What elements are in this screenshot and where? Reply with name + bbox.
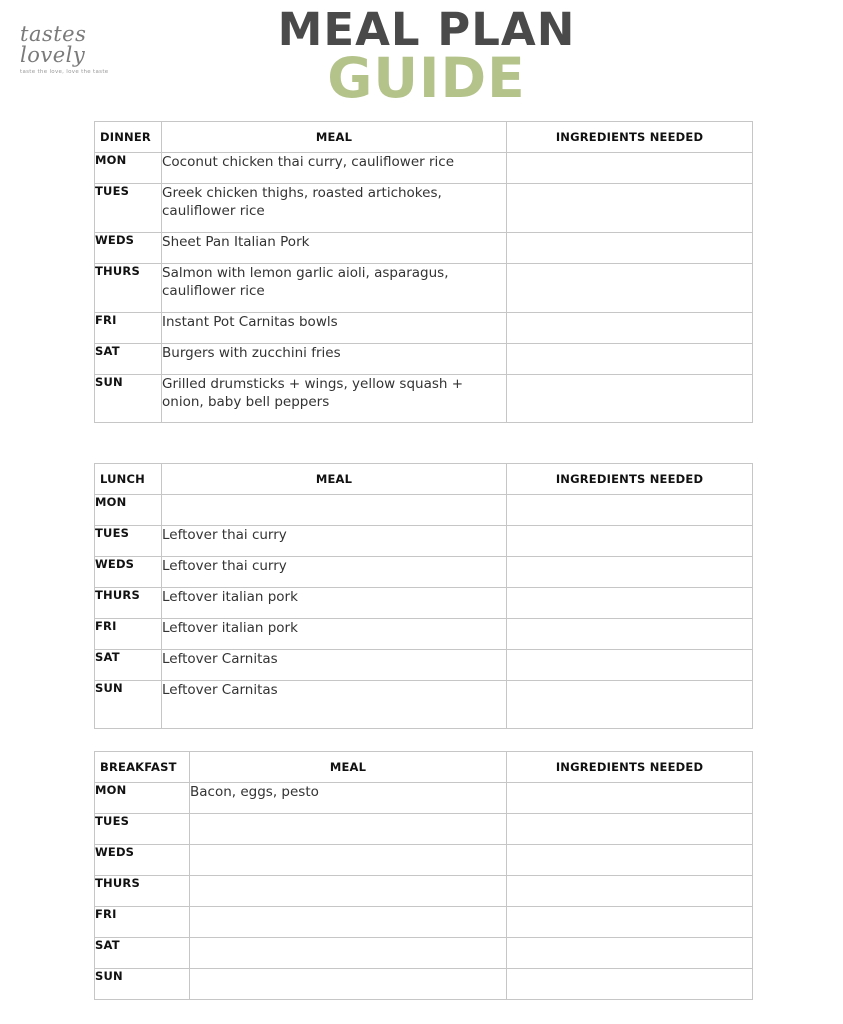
day-cell: WEDS <box>95 233 162 264</box>
meal-cell <box>190 876 507 907</box>
dinner-table <box>94 121 753 423</box>
ingredients-cell[interactable] <box>507 588 753 619</box>
day-cell: MON <box>95 783 190 814</box>
meal-cell: Leftover italian pork <box>162 588 507 619</box>
day-cell: THURS <box>95 876 190 907</box>
breakfast-header-day: BREAKFAST <box>95 752 190 783</box>
ingredients-cell[interactable] <box>507 619 753 650</box>
meal-cell: Sheet Pan Italian Pork <box>162 233 507 264</box>
day-cell: WEDS <box>95 845 190 876</box>
logo-wordmark: tastes lovely <box>20 22 87 67</box>
day-cell: SUN <box>95 969 190 1000</box>
ingredients-cell[interactable] <box>507 969 753 1000</box>
ingredients-cell[interactable] <box>507 375 753 423</box>
meal-cell <box>190 938 507 969</box>
table-row <box>95 783 753 814</box>
meal-cell: Leftover italian pork <box>162 619 507 650</box>
meal-cell: Leftover Carnitas <box>162 650 507 681</box>
ingredients-cell[interactable] <box>507 681 753 729</box>
table-header-row <box>95 752 753 783</box>
table-row <box>95 938 753 969</box>
table-row <box>95 526 753 557</box>
day-cell: TUES <box>95 526 162 557</box>
table-row <box>95 876 753 907</box>
meal-cell: Greek chicken thighs, roasted artichokes, cauliflower rice <box>162 184 507 233</box>
dinner-header-day: DINNER <box>95 122 162 153</box>
lunch-header-ingredients: INGREDIENTS NEEDED <box>507 464 753 495</box>
day-cell: THURS <box>95 588 162 619</box>
ingredients-cell[interactable] <box>507 526 753 557</box>
table-row <box>95 313 753 344</box>
day-cell: SAT <box>95 650 162 681</box>
dinner-header-ingredients: INGREDIENTS NEEDED <box>507 122 753 153</box>
logo-tagline: taste the love, love the taste <box>20 69 109 75</box>
meal-cell <box>190 845 507 876</box>
ingredients-cell[interactable] <box>507 313 753 344</box>
meal-cell <box>162 495 507 526</box>
table-row <box>95 153 753 184</box>
day-cell: WEDS <box>95 557 162 588</box>
day-cell: SUN <box>95 681 162 729</box>
meal-cell <box>190 907 507 938</box>
lunch-header-day: LUNCH <box>95 464 162 495</box>
table-header-row <box>95 122 753 153</box>
ingredients-cell[interactable] <box>507 783 753 814</box>
meal-cell: Leftover thai curry <box>162 526 507 557</box>
day-cell: MON <box>95 495 162 526</box>
table-row <box>95 184 753 233</box>
breakfast-header-ingredients: INGREDIENTS NEEDED <box>507 752 753 783</box>
meal-cell: Grilled drumsticks + wings, yellow squash + onion, baby bell peppers <box>162 375 507 423</box>
ingredients-cell[interactable] <box>507 845 753 876</box>
day-cell: TUES <box>95 184 162 233</box>
ingredients-cell[interactable] <box>507 938 753 969</box>
table-row <box>95 344 753 375</box>
meal-cell: Leftover thai curry <box>162 557 507 588</box>
ingredients-cell[interactable] <box>507 264 753 313</box>
table-row <box>95 264 753 313</box>
ingredients-cell[interactable] <box>507 233 753 264</box>
table-row <box>95 233 753 264</box>
meal-cell: Burgers with zucchini fries <box>162 344 507 375</box>
table-row <box>95 814 753 845</box>
day-cell: TUES <box>95 814 190 845</box>
meal-cell: Coconut chicken thai curry, cauliflower rice <box>162 153 507 184</box>
ingredients-cell[interactable] <box>507 876 753 907</box>
ingredients-cell[interactable] <box>507 495 753 526</box>
table-row <box>95 681 753 729</box>
day-cell: SAT <box>95 938 190 969</box>
meal-cell: Leftover Carnitas <box>162 681 507 729</box>
lunch-header-meal: MEAL <box>162 464 507 495</box>
meal-cell: Bacon, eggs, pesto <box>190 783 507 814</box>
dinner-header-meal: MEAL <box>162 122 507 153</box>
day-cell: THURS <box>95 264 162 313</box>
meal-cell <box>190 969 507 1000</box>
table-row <box>95 650 753 681</box>
table-row <box>95 557 753 588</box>
day-cell: FRI <box>95 907 190 938</box>
table-row <box>95 588 753 619</box>
day-cell: FRI <box>95 619 162 650</box>
day-cell: SUN <box>95 375 162 423</box>
ingredients-cell[interactable] <box>507 153 753 184</box>
day-cell: FRI <box>95 313 162 344</box>
breakfast-header-meal: MEAL <box>190 752 507 783</box>
lunch-table <box>94 463 753 729</box>
meal-cell: Salmon with lemon garlic aioli, asparagus, cauliflower rice <box>162 264 507 313</box>
page-subtitle: GUIDE <box>327 46 526 110</box>
table-row <box>95 969 753 1000</box>
table-row <box>95 845 753 876</box>
ingredients-cell[interactable] <box>507 344 753 375</box>
table-row <box>95 907 753 938</box>
ingredients-cell[interactable] <box>507 650 753 681</box>
ingredients-cell[interactable] <box>507 184 753 233</box>
page-title: MEAL PLAN <box>277 3 576 56</box>
table-header-row <box>95 464 753 495</box>
table-row <box>95 375 753 423</box>
day-cell: SAT <box>95 344 162 375</box>
meal-cell <box>190 814 507 845</box>
meal-cell: Instant Pot Carnitas bowls <box>162 313 507 344</box>
breakfast-table <box>94 751 753 1000</box>
ingredients-cell[interactable] <box>507 557 753 588</box>
table-row <box>95 495 753 526</box>
ingredients-cell[interactable] <box>507 814 753 845</box>
day-cell: MON <box>95 153 162 184</box>
table-row <box>95 619 753 650</box>
ingredients-cell[interactable] <box>507 907 753 938</box>
